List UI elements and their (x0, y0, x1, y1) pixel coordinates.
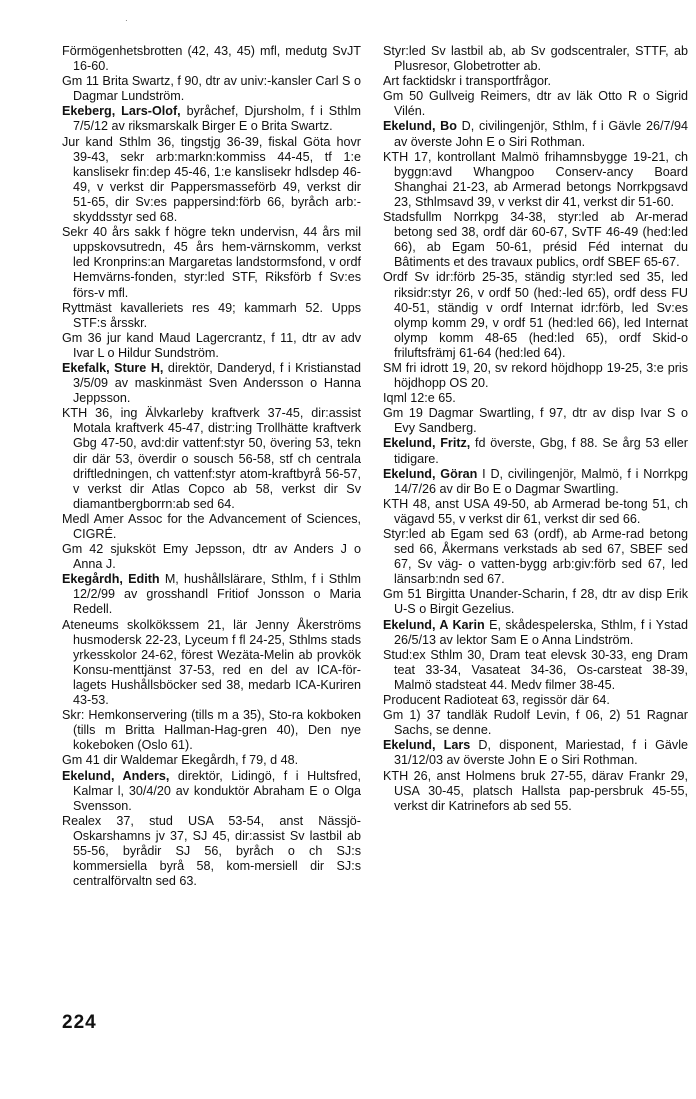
biography-paragraph (383, 527, 688, 587)
entry-text: Gm 11 Brita Swartz, f 90, dtr av univ:-kansler Carl S o Dagmar Lundström. (62, 74, 361, 104)
biography-paragraph (62, 512, 361, 542)
entry-text: KTH 17, kontrollant Malmö frihamnsbygge 19-21, ch byggn:avd Whangpoo Conserv-ancy Board Shanghai 21-23, ab Armerad betongs Norrkpgsavd 23, Sthlmsavd 39, v verkst dir 41, verkst dir 51-60. (383, 149, 688, 209)
entry-name: Ekelund, Anders, (62, 768, 170, 783)
biography-entry-heading-paragraph (62, 769, 361, 814)
biography-paragraph (62, 44, 361, 74)
biography-paragraph (383, 44, 688, 74)
entry-text: Medl Amer Assoc for the Advancement of Sciences, CIGRÉ. (62, 511, 361, 541)
entry-text: Ryttmäst kavalleriets res 49; kammarh 52. Upps STF:s årsskr. (62, 300, 361, 330)
entry-text: Stadsfullm Norrkpg 34-38, styr:led ab Ar-merad betong sed 38, ordf där 60-67, SvTF 46-49 (hed:led 66), ab Egam 50-61, présid Féd internat du Bâtiments et des travaux publics, ordf SBEF 65-67. (383, 210, 688, 270)
entry-text: I D, civilingenjör, Malmö, f i Norrkpg 14/7/26 av dir Bo E o Dagmar Swartling. (394, 466, 689, 496)
biography-paragraph (62, 406, 361, 512)
entry-text: Styr:led Sv lastbil ab, ab Sv godscentraler, STTF, ab Plusresor, Globetrotter ab. (383, 44, 688, 74)
biography-paragraph (62, 542, 361, 572)
biography-paragraph (383, 693, 688, 708)
entry-text: Stud:ex Sthlm 30, Dram teat elevsk 30-33, eng Dram teat 33-34, Vasateat 34-36, Os-carsteat 38-39, Malmö stadsteat 44. Medv filmer 38-45. (383, 647, 688, 692)
biography-entry-heading-paragraph (62, 361, 361, 406)
entry-text: Gm 50 Gullveig Reimers, dtr av läk Otto R o Sigrid Vilén. (383, 89, 688, 119)
entry-text: Art facktidskr i transportfrågor. (383, 74, 551, 89)
entry-text: Gm 19 Dagmar Swartling, f 97, dtr av disp Ivar S o Evy Sandberg. (383, 406, 688, 436)
biography-entry-heading-paragraph (383, 467, 688, 497)
entry-text: Iqml 12:e 65. (383, 391, 456, 406)
biography-paragraph (383, 210, 688, 270)
entry-name: Ekegårdh, Edith (62, 572, 160, 587)
entry-text: Styr:led ab Egam sed 63 (ordf), ab Arme-rad betong sed 66, Åkermans verkstads ab sed 67, SBEF sed 67, Sv väg- o vatten-bygg arb:giv:förb sed 67, led länsarb:ndn sed 67. (383, 527, 688, 587)
biography-paragraph (383, 769, 688, 814)
entry-text: direktör, Danderyd, f i Kristianstad 3/5/09 av maskinmäst Sven Andersson o Hanna Jeppsson. (73, 360, 361, 406)
biography-paragraph (383, 648, 688, 693)
biography-paragraph (383, 708, 688, 738)
biography-paragraph (62, 618, 361, 709)
entry-text: Jur kand Sthlm 36, tingstjg 36-39, fiskal Göta hovr 39-43, sekr arb:markn:kommiss 44-45, tf 1:e kanslisekr fin:dep 45-46, 1:e kanslisekr hdlsdep 46-49, v verkst dir Pappersmasseförb 49, verkst dir 51-65, dir Sv:es pappersind:förb 66, byråch arb:-skyddsstyr sed 68. (62, 134, 361, 225)
biography-paragraph (62, 74, 361, 104)
entry-text: Gm 1) 37 tandläk Rudolf Levin, f 06, 2) 51 Ragnar Sachs, se denne. (383, 708, 688, 738)
entry-text: Gm 41 dir Waldemar Ekegårdh, f 79, d 48. (62, 753, 299, 768)
entry-text: E, skådespelerska, Sthlm, f i Ystad 26/5/13 av lektor Sam E o Anna Lindström. (394, 617, 688, 647)
entry-text: D, civilingenjör, Sthlm, f i Gävle 26/7/94 av överste John E o Siri Rothman. (394, 119, 688, 149)
right-column (383, 44, 688, 814)
entry-name: Ekelund, Lars (383, 738, 471, 753)
biography-paragraph (383, 361, 688, 391)
biography-paragraph (62, 225, 361, 300)
entry-name: Ekefalk, Sture H, (62, 360, 164, 375)
biography-paragraph (62, 814, 361, 889)
left-column (62, 44, 361, 889)
entry-name: Ekelund, Göran (383, 466, 478, 481)
entry-text: Ordf Sv idr:förb 25-35, ständig styr:led sed 35, led riksidr:styr 26, v ordf 50 (hed:-led 65), ordf dess FU 40-51, ständig v ordf Internat idr:förb, led Sv:es olymp komm 29, v ordf 51 (hed:led 66), led Internat olymp komm 48-65 (hed:led 65), ordf Skid-o friluftsfrämj 61-64 (hed:led 64). (383, 270, 688, 360)
entry-text: KTH 48, anst USA 49-50, ab Armerad be-tong 51, ch vägavd 55, v verkst dir 61, verkst dir sed 66. (383, 496, 688, 526)
biography-paragraph (62, 708, 361, 753)
entry-text: Producent Radioteat 63, regissör där 64. (383, 693, 610, 708)
biography-paragraph (62, 301, 361, 331)
entry-text: direktör, Lidingö, f i Hultsfred, Kalmar l, 30/4/20 av konduktör Abraham E o Olga Svensson. (73, 768, 361, 813)
biography-entry-heading-paragraph (383, 119, 688, 149)
entry-text: M, hushållslärare, Sthlm, f i Sthlm 12/2/99 av grosshandl Fritiof Jonsson o Maria Redell. (73, 572, 361, 617)
entry-text: byråchef, Djursholm, f i Sthlm 7/5/12 av riksmarskalk Birger E o Brita Swartz. (73, 104, 361, 134)
biography-paragraph (383, 74, 688, 89)
biography-paragraph (383, 89, 688, 119)
biography-entry-heading-paragraph (62, 104, 361, 134)
biography-paragraph (383, 150, 688, 210)
entry-text: KTH 26, anst Holmens bruk 27-55, därav Frankr 29, USA 30-45, platsch Hallsta pap-persbruk 45-55, verkst dir Katrinefors ab sed 55. (383, 768, 688, 813)
biography-entry-heading-paragraph (62, 572, 361, 617)
entry-name: Ekelund, A Karin (383, 617, 485, 632)
entry-text: Gm 36 jur kand Maud Lagercrantz, f 11, dtr av adv Ivar L o Hildur Sundström. (62, 330, 361, 360)
entry-text: D, disponent, Mariestad, f i Gävle 31/12/03 av överste John E o Siri Rothman. (394, 738, 688, 768)
biography-paragraph (383, 587, 688, 617)
entry-text: Förmögenhetsbrotten (42, 43, 45) mfl, medutg SvJT 16-60. (62, 44, 361, 74)
entry-text: KTH 36, ing Älvkarleby kraftverk 37-45, dir:assist Motala kraftverk 45-47, distr:ing Trollhätte kraftverk Gbg 47-50, avd:dir vattenf:styr 50, övering 53, tekn dir där 53, överdir o sousch 56-58, stf ch centrala driftledningen, ch vattenf:styr atom-kraftbyrå 56-57, v verkst dir Atlas Copco ab 58, verkst dir Sv diamantbergborrn:ab sed 64. (62, 406, 361, 511)
entry-text: Ateneums skolkökssem 21, lär Jenny Åkerströms husmodersk 22-23, Lyceum f fl 24-25, Sthlms stads yrkesskolor 24-62, förest Wezäta-Melin ab provkök Konsu-menttjänst 37-53, red en del av ICA-för-lagets Hushållsböcker sed 38, medarb ICA-Kuriren 43-53. (62, 617, 361, 708)
biography-paragraph (383, 406, 688, 436)
entry-name: Ekeberg, Lars-Olof, (62, 104, 181, 119)
biography-paragraph (62, 753, 361, 768)
entry-text: Gm 51 Birgitta Unander-Scharin, f 28, dtr av disp Erik U-S o Birgit Gezelius. (383, 587, 688, 617)
biography-entry-heading-paragraph (383, 738, 688, 768)
entry-text: fd överste, Gbg, f 88. Se årg 53 eller tidigare. (394, 436, 688, 466)
entry-name: Ekelund, Bo (383, 119, 457, 134)
biography-entry-heading-paragraph (383, 618, 688, 648)
biography-paragraph (62, 135, 361, 226)
page-speck: · (125, 16, 128, 25)
biography-entry-heading-paragraph (383, 436, 688, 466)
page-number: 224 (62, 1012, 97, 1033)
entry-name: Ekelund, Fritz, (383, 436, 471, 451)
entry-text: Skr: Hemkonservering (tills m a 35), Sto-ra kokboken (tills m Britta Hallman-Hag-gren 40), Den nye kokeboken (Oslo 61). (62, 708, 361, 753)
entry-text: Realex 37, stud USA 53-54, anst Nässjö-Oskarshamns jv 37, SJ 45, dir:assist Sv lastbil ab 55-56, byrådir SJ 56, byråch o ch SJ:s kommersiella byrå 58, kom-mersiell dir SJ:s centralförvaltn sed 63. (62, 813, 361, 889)
entry-text: Gm 42 sjuksköt Emy Jepsson, dtr av Anders J o Anna J. (62, 542, 361, 572)
entry-text: Sekr 40 års sakk f högre tekn undervisn, 44 års mil uppskovsutredn, 45 års hem-värnskomm, verkst led Kronprins:an Margaretas landstormsfond, v ordf Hemvärns-fonden, styr:led STF, Riksförb f Sv:es förs-v mfl. (62, 225, 361, 300)
biography-paragraph (383, 391, 688, 406)
biography-paragraph (62, 331, 361, 361)
biography-paragraph (383, 497, 688, 527)
entry-text: SM fri idrott 19, 20, sv rekord höjdhopp 19-25, 3:e pris höjdhopp OS 20. (383, 360, 688, 391)
biography-paragraph (383, 270, 688, 361)
